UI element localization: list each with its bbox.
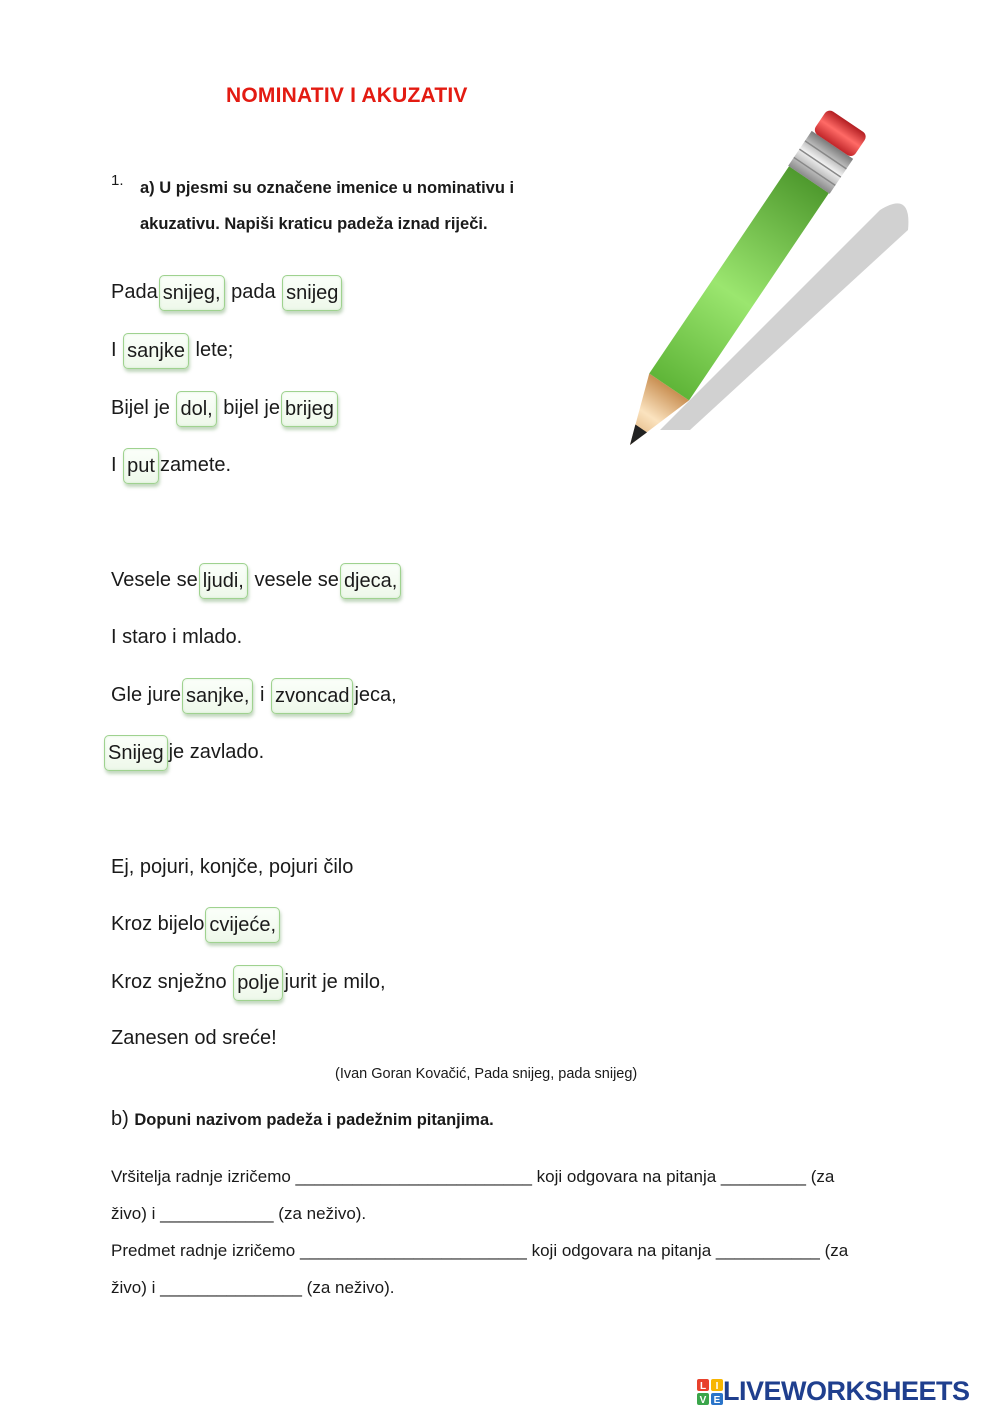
highlighted-noun[interactable]: sanjke, xyxy=(182,678,253,714)
poem-line xyxy=(111,904,281,944)
poem-line xyxy=(111,388,339,428)
text: bijel je xyxy=(223,397,280,419)
fill-in-row[interactable]: Predmet radnje izričemo ________________________ koji odgovara na pitanja ___________ (za xyxy=(111,1241,849,1260)
poem-line xyxy=(111,445,231,485)
highlighted-noun[interactable]: cvijeće, xyxy=(205,907,280,943)
task-b-instruction: Dopuni nazivom padeža i padežnim pitanjima. xyxy=(134,1111,494,1129)
highlighted-noun[interactable]: ljudi, xyxy=(199,563,248,599)
fill-in-row[interactable]: živo) i ____________ (za neživo). xyxy=(111,1204,367,1223)
text: Kroz bijelo xyxy=(111,913,205,935)
text: Gle jure xyxy=(111,684,182,706)
text: I xyxy=(111,339,117,361)
svg-text:L: L xyxy=(699,1380,707,1392)
text: Zanesen od sreće! xyxy=(111,1027,277,1049)
brand-name: LIVEWORKSHEETS xyxy=(723,1376,970,1406)
task-b xyxy=(111,1108,494,1131)
poem-line xyxy=(111,560,402,600)
text: pada xyxy=(231,281,276,303)
text: Pada xyxy=(111,281,158,303)
task-a-instruction: a) U pjesmi su označene imenice u nominativu i akuzativu. Napiši kraticu padeža iznad riječi. xyxy=(140,179,515,233)
poem-line xyxy=(111,1018,277,1058)
highlighted-noun[interactable]: brijeg xyxy=(281,391,338,427)
text: jurit je milo, xyxy=(284,971,386,993)
poem-line xyxy=(111,962,386,1002)
text: Kroz snježno xyxy=(111,971,227,993)
highlighted-noun[interactable]: zvoncad xyxy=(271,678,354,714)
poem-line xyxy=(111,272,343,312)
highlighted-noun[interactable]: djeca, xyxy=(340,563,401,599)
text: Ej, pojuri, konjče, pojuri čilo xyxy=(111,856,354,878)
poem-line xyxy=(111,330,233,370)
text: Bijel je xyxy=(111,397,170,419)
text: i xyxy=(259,684,265,706)
svg-text:E: E xyxy=(713,1394,721,1405)
highlighted-noun[interactable]: dol, xyxy=(176,391,216,427)
poem-line xyxy=(111,847,353,887)
fill-in-row[interactable]: Vršitelja radnje izričemo _________________________ koji odgovara na pitanja _________ (za xyxy=(111,1167,835,1186)
text: Vesele se xyxy=(111,569,198,591)
svg-text:V: V xyxy=(699,1394,707,1405)
highlighted-noun[interactable]: snijeg xyxy=(282,275,342,311)
fill-in-row[interactable]: živo) i _______________ (za neživo). xyxy=(111,1278,395,1297)
task-b-label: b) xyxy=(111,1108,129,1130)
text: zamete. xyxy=(159,454,232,476)
text: jeca, xyxy=(354,684,397,706)
poem-line xyxy=(111,617,242,657)
highlighted-noun[interactable]: polje xyxy=(233,965,283,1001)
highlighted-noun[interactable]: Snijeg xyxy=(104,735,168,771)
poem-line xyxy=(111,675,397,715)
text: lete; xyxy=(195,339,234,361)
highlighted-noun[interactable]: sanjke xyxy=(123,333,189,369)
text: je zavlado. xyxy=(168,741,265,763)
svg-text:I: I xyxy=(715,1380,719,1392)
highlighted-noun[interactable]: put xyxy=(123,448,159,484)
text: I xyxy=(111,454,117,476)
liveworksheets-logo[interactable] xyxy=(697,1376,970,1407)
highlighted-noun[interactable]: snijeg, xyxy=(159,275,225,311)
text: vesele se xyxy=(254,569,339,591)
poem-source: (Ivan Goran Kovačić, Pada snijeg, pada snijeg) xyxy=(335,1066,638,1082)
page-title: NOMINATIV I AKUZATIV xyxy=(226,84,468,107)
poem-line xyxy=(103,732,264,772)
pencil-icon xyxy=(600,70,930,460)
liveworksheets-logo-icon xyxy=(697,1379,723,1405)
task-number: 1. xyxy=(111,172,124,189)
text: I staro i mlado. xyxy=(111,626,243,648)
